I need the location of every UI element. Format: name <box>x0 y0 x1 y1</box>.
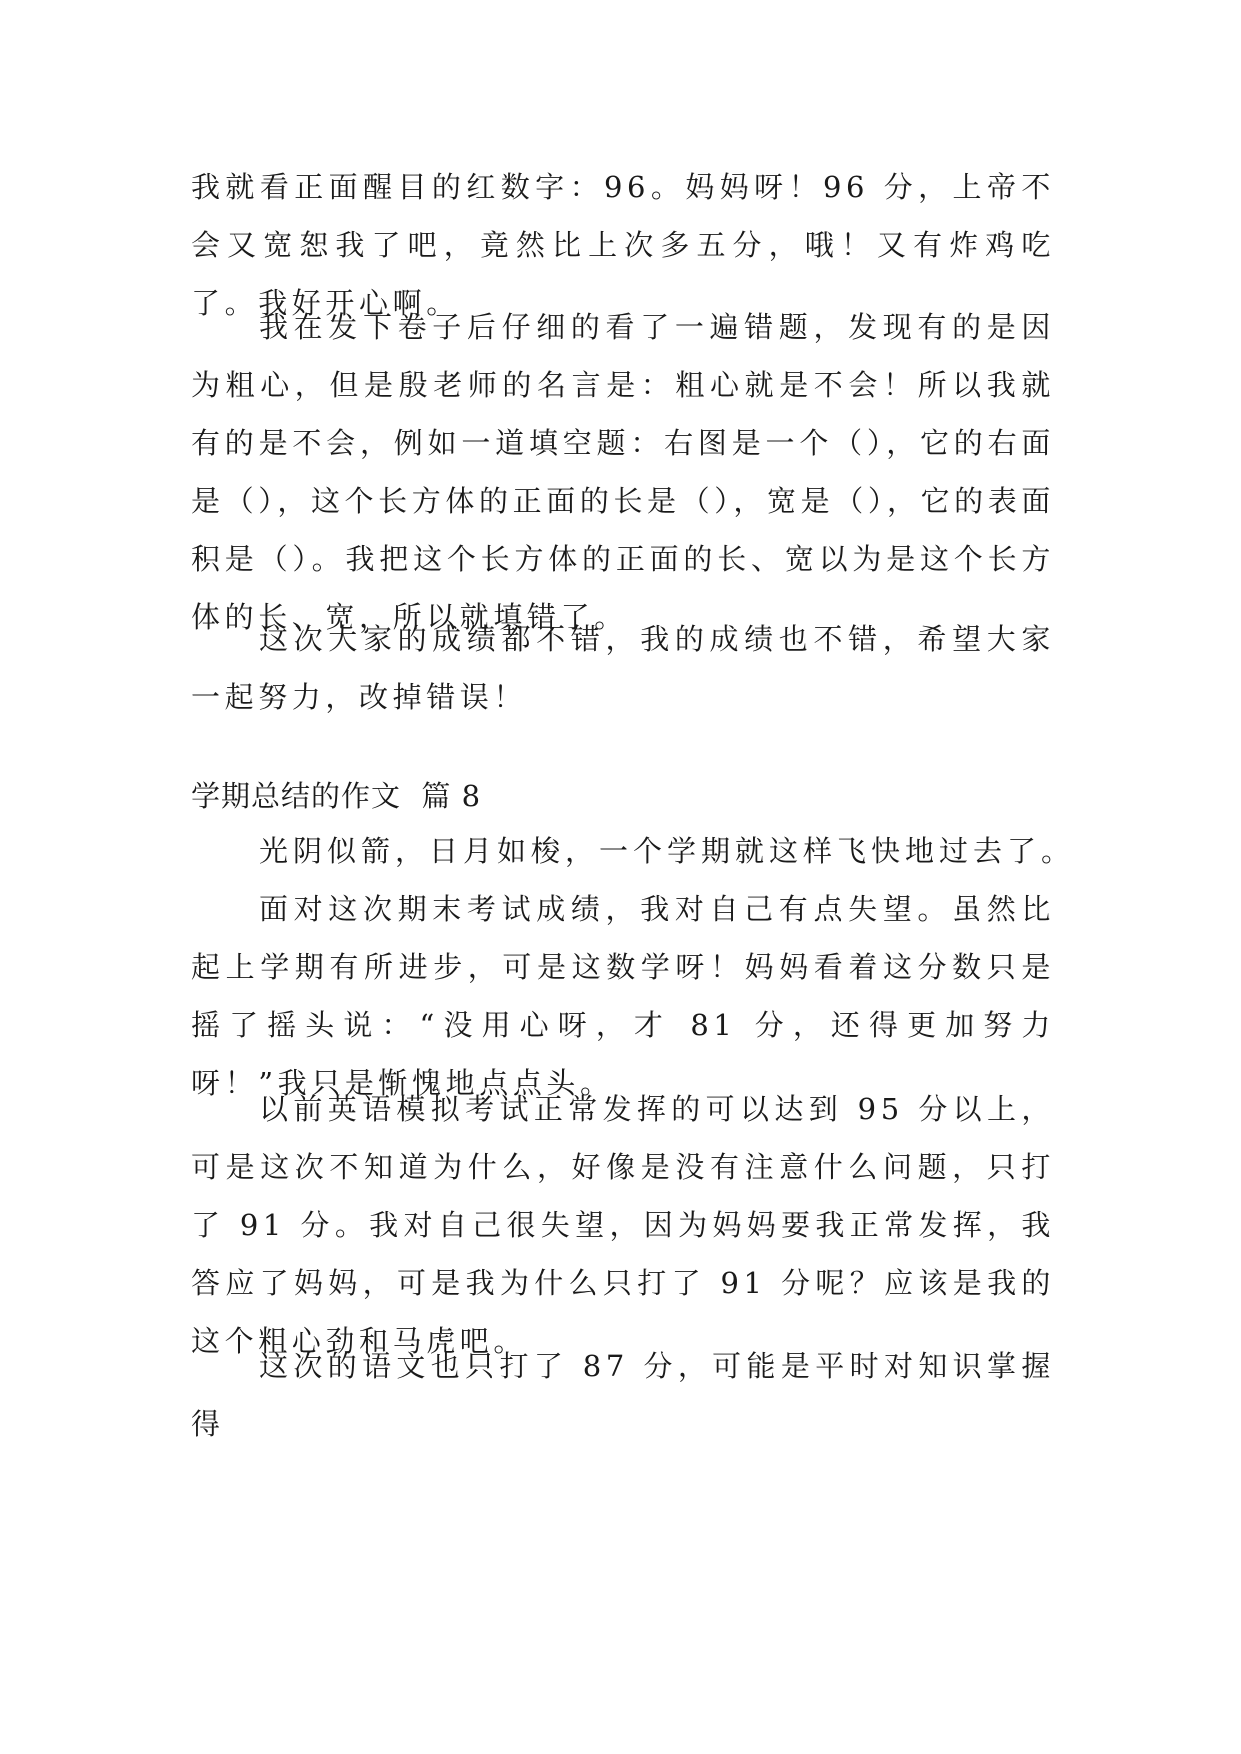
paragraph-chinese-score: 这次的语文也只打了 87 分，可能是平时对知识掌握得 <box>191 1349 1055 1441</box>
section-heading: 学期总结的作文 篇 8 <box>191 779 482 813</box>
paragraph-math-score: 面对这次期末考试成绩，我对自己有点失望。虽然比起上学期有所进步，可是这数学呀！妈妈看着这分数只是摇了摇头说：“没用心呀，才 81 分，还得更加努力呀！”我只是惭愧地点点头。 <box>191 892 1055 1100</box>
paragraph-mistake-review: 我在发下卷子后仔细的看了一遍错题，发现有的是因为粗心，但是殷老师的名言是：粗心就是不会！所以我就有的是不会，例如一道填空题：右图是一个（），它的右面是（），这个长方体的正面的长是（），宽是（），它的表面积是（）。我把这个长方体的正面的长、宽以为是这个长方体的长、宽，所以就填错了。 <box>191 310 1055 634</box>
paragraph-english-score: 以前英语模拟考试正常发挥的可以达到 95 分以上，可是这次不知道为什么，好像是没有注意什么问题，只打了 91 分。我对自己很失望，因为妈妈要我正常发挥，我答应了妈妈，可是我为什么只打了 91 分呢？应该是我的这个粗心劲和马虎吧。 <box>191 1092 1055 1358</box>
paragraph-score-96: 我就看正面醒目的红数字：96。妈妈呀！96 分，上帝不会又宽恕我了吧，竟然比上次多五分，哦！又有炸鸡吃了。我好开心啊。 <box>191 170 1055 320</box>
paragraph-encouragement: 这次大家的成绩都不错，我的成绩也不错，希望大家一起努力，改掉错误！ <box>191 622 1055 714</box>
paragraph-time-flies: 光阴似箭，日月如梭，一个学期就这样飞快地过去了。 <box>259 834 1076 868</box>
